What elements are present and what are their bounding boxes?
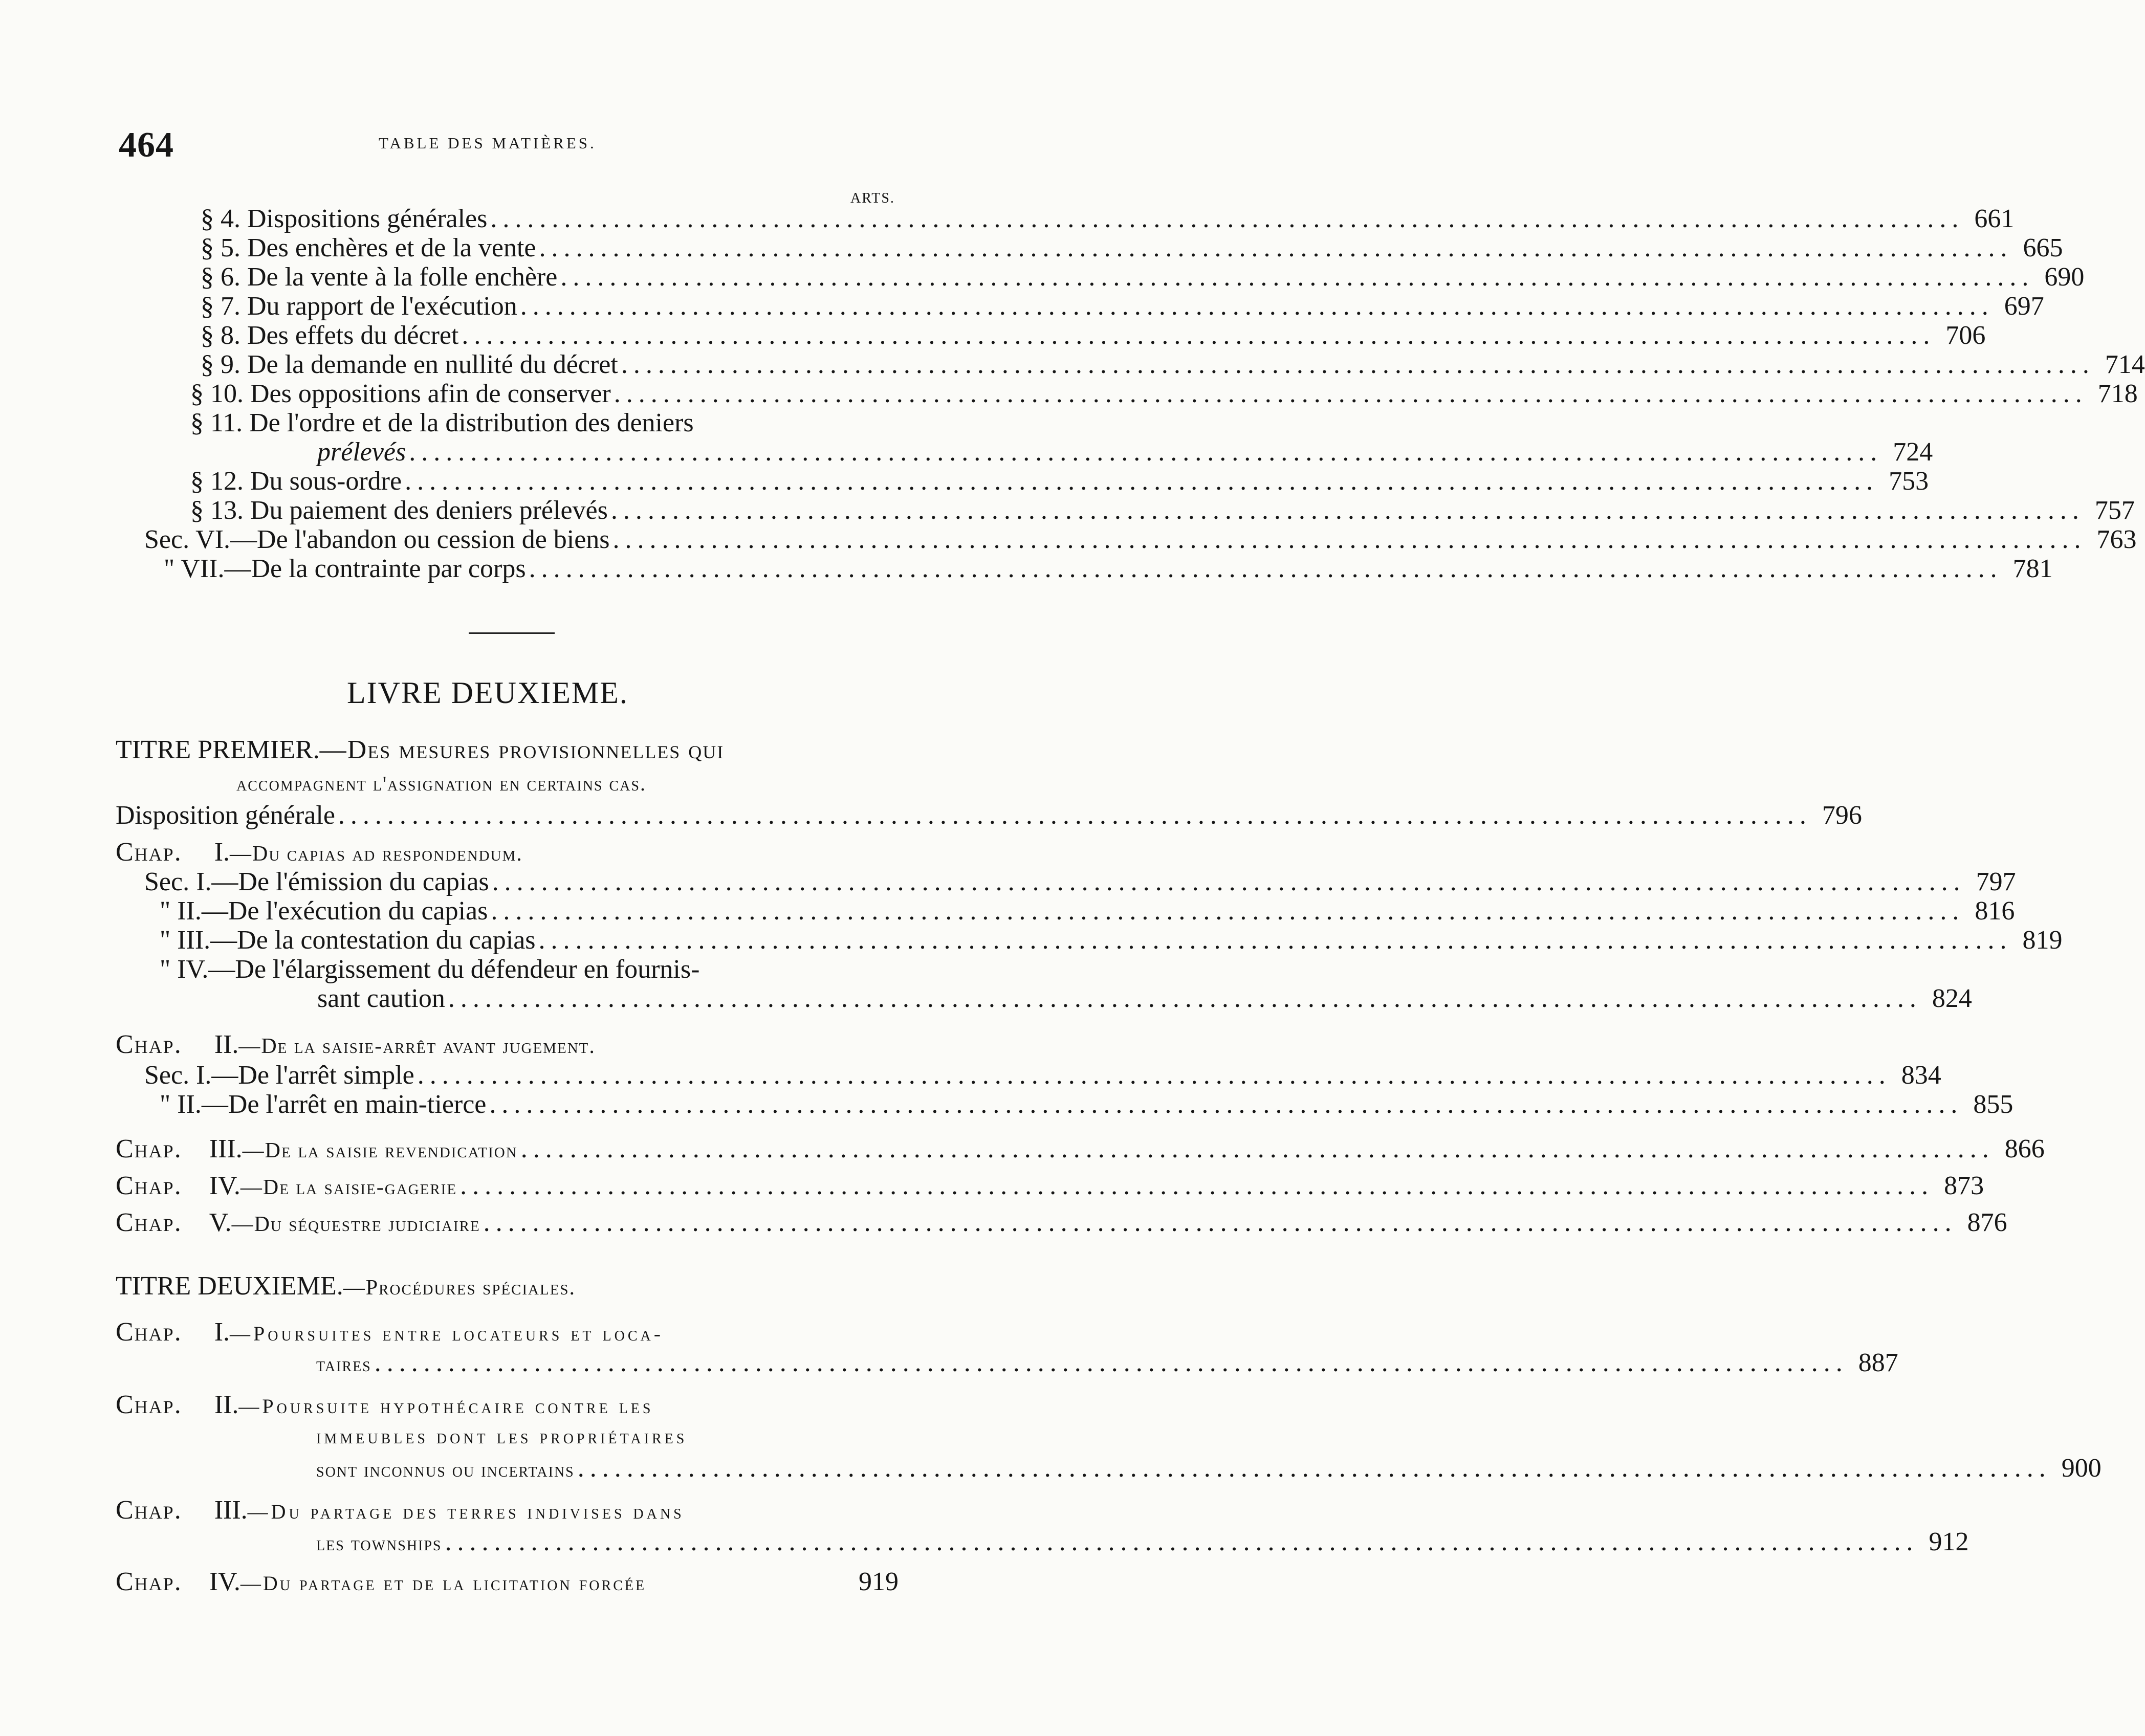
page-number: 464 bbox=[119, 125, 174, 165]
titre-deuxieme-subtitle: —Procédures spéciales. bbox=[343, 1276, 576, 1300]
dot-leader: ........................................................................................................................ bbox=[489, 1090, 1963, 1119]
dot-leader: ........................................................................................................................ bbox=[577, 1454, 2051, 1483]
chapter-heading bbox=[116, 1029, 596, 1062]
titre-premier-heading bbox=[116, 735, 724, 765]
toc-entry-number: 665 bbox=[2023, 233, 2063, 262]
chapter-title: —Du séquestre judiciaire bbox=[231, 1213, 480, 1236]
dot-leader: ........................................................................................................................ bbox=[529, 554, 2003, 583]
toc-entry bbox=[201, 320, 1986, 351]
toc-entry-number: 866 bbox=[2004, 1134, 2045, 1163]
toc-entry bbox=[144, 1060, 1941, 1091]
chapter-title-cont: sont inconnus ou incertains bbox=[316, 1458, 575, 1481]
toc-entry bbox=[190, 495, 2135, 526]
chapter-title: —Poursuites entre locateurs et loca- bbox=[230, 1322, 664, 1345]
chapter-roman: II. bbox=[214, 1030, 239, 1059]
chapter-roman: II. bbox=[214, 1390, 239, 1419]
toc-entry-label: § 6. De la vente à la folle enchère bbox=[201, 262, 558, 292]
chapter-title: —De la saisie revendication bbox=[242, 1139, 518, 1162]
toc-entry-number: 876 bbox=[1967, 1208, 2007, 1237]
toc-entry-number: 718 bbox=[2097, 379, 2138, 408]
toc-entry bbox=[201, 204, 2015, 234]
dot-leader: ........................................................................................................................ bbox=[520, 1134, 1995, 1163]
toc-entry bbox=[201, 233, 2063, 263]
toc-entry-number: 661 bbox=[1974, 204, 2015, 233]
dot-leader: ........................................................................................................................ bbox=[610, 496, 2085, 525]
dot-leader: ........................................................................................................................ bbox=[417, 1061, 1891, 1090]
chapter-label: Chap. bbox=[116, 838, 182, 867]
toc-entry-label: " IV.—De l'élargissement du défendeur en fournis- bbox=[160, 955, 700, 984]
toc-entry-label: Disposition générale bbox=[116, 801, 335, 830]
toc-entry-label: Sec. I.—De l'arrêt simple bbox=[144, 1061, 414, 1090]
titre-premier-subtitle-cont: accompagnent l'assignation en certains cas. bbox=[236, 772, 646, 795]
toc-entry bbox=[144, 867, 2016, 897]
toc-entry bbox=[190, 466, 1929, 497]
chapter-roman: V. bbox=[209, 1208, 232, 1237]
toc-entry-number: 834 bbox=[1901, 1061, 1941, 1090]
chapter-title-cont: les townships bbox=[316, 1532, 442, 1555]
toc-entry bbox=[190, 379, 2138, 409]
dot-leader: ........................................................................................................................ bbox=[374, 1348, 1848, 1377]
dot-leader: ........................................................................................................................ bbox=[490, 204, 1964, 233]
titre-deuxieme-label: TITRE DEUXIEME. bbox=[116, 1271, 343, 1301]
chapter-title: —Du partage des terres indivises dans bbox=[247, 1500, 685, 1523]
toc-entry-label: § 13. Du paiement des deniers prélevés bbox=[190, 496, 608, 525]
toc-entry-label: § 11. De l'ordre et de la distribution des deniers bbox=[190, 408, 694, 437]
dot-leader: ........................................................................................................................ bbox=[409, 437, 1883, 467]
toc-entry-number: 855 bbox=[1973, 1090, 2013, 1119]
toc-entry-number: 900 bbox=[2061, 1454, 2102, 1483]
toc-entry bbox=[316, 1348, 1898, 1380]
dot-leader: ........................................................................................................................ bbox=[460, 1171, 1934, 1200]
titre-deuxieme-heading bbox=[116, 1271, 576, 1303]
dot-leader: ........................................................................................................................ bbox=[338, 801, 1812, 830]
toc-entry-number: 753 bbox=[1889, 467, 1929, 496]
toc-entry bbox=[317, 983, 1972, 1014]
chapter-title: —Poursuite hypothécaire contre les bbox=[238, 1395, 654, 1418]
toc-entry bbox=[160, 1089, 2013, 1120]
dot-leader: ........................................................................................................................ bbox=[612, 525, 2087, 554]
toc-entry bbox=[116, 1207, 2007, 1240]
toc-entry bbox=[116, 1171, 1984, 1203]
toc-entry bbox=[201, 349, 2145, 380]
toc-entry-number: 757 bbox=[2094, 496, 2135, 525]
toc-entry-label: § 12. Du sous-ordre bbox=[190, 467, 402, 496]
toc-entry bbox=[316, 1527, 1969, 1559]
toc-entry bbox=[316, 1453, 2102, 1485]
toc-entry-label: § 8. Des effets du décret bbox=[201, 321, 459, 350]
chapter-title: —Du capias ad respondendum. bbox=[230, 842, 523, 866]
toc-entry-label: " VII.—De la contrainte par corps bbox=[164, 554, 526, 583]
chapter-label: Chap. bbox=[116, 1208, 182, 1237]
chapter-label: Chap. bbox=[116, 1030, 182, 1059]
dot-leader: ........................................................................................................................ bbox=[445, 1527, 1919, 1556]
dot-leader: ........................................................................................................................ bbox=[538, 926, 2012, 955]
toc-entry-label: sant caution bbox=[317, 984, 445, 1013]
dot-leader: ........................................................................................................................ bbox=[539, 233, 2013, 262]
toc-entry-number: 796 bbox=[1822, 801, 1862, 830]
toc-entry-number: 763 bbox=[2096, 525, 2137, 554]
toc-entry-label: § 5. Des enchères et de la vente bbox=[201, 233, 536, 262]
toc-entry bbox=[116, 1134, 2045, 1166]
dot-leader: ........................................................................................................................ bbox=[483, 1208, 1957, 1237]
chapter-label: Chap. bbox=[116, 1317, 182, 1347]
dot-leader: ........................................................................................................................ bbox=[492, 867, 1966, 896]
chapter-roman: I. bbox=[214, 1317, 230, 1347]
toc-entry-label: § 4. Dispositions générales bbox=[201, 204, 488, 233]
dot-leader: ........................................................................................................................ bbox=[560, 262, 2034, 292]
toc-entry-number: 819 bbox=[2022, 926, 2063, 955]
chapter-title: —De la saisie-arrêt avant jugement. bbox=[238, 1035, 596, 1058]
chapter-label: Chap. bbox=[116, 1496, 182, 1525]
dot-leader: ........................................................................................................................ bbox=[462, 321, 1936, 350]
toc-entry-label: prélevés bbox=[317, 437, 406, 467]
toc-entry-number: 824 bbox=[1932, 984, 1972, 1013]
chapter-heading bbox=[116, 837, 523, 869]
arts-column-label: ARTS. bbox=[850, 190, 895, 206]
toc-entry-label: Sec. VI.—De l'abandon ou cession de biens bbox=[144, 525, 610, 554]
toc-entry-number: 797 bbox=[1976, 867, 2016, 896]
toc-entry-label: " II.—De l'arrêt en main-tierce bbox=[160, 1090, 487, 1119]
toc-entry bbox=[144, 524, 2137, 555]
chapter-title: —Du partage et de la licitation forcée bbox=[240, 1572, 647, 1595]
toc-entry bbox=[164, 554, 2053, 584]
dot-leader: ........................................................................................................................ bbox=[491, 896, 1965, 926]
toc-entry-label: § 9. De la demande en nullité du décret bbox=[201, 350, 618, 379]
toc-entry bbox=[317, 437, 1933, 468]
toc-entry-label: " II.—De l'exécution du capias bbox=[160, 896, 488, 926]
toc-entry-label: " III.—De la contestation du capias bbox=[160, 926, 536, 955]
dot-leader: ........................................................................................................................ bbox=[614, 379, 2088, 408]
toc-entry-number: 714 bbox=[2105, 350, 2145, 379]
toc-entry bbox=[201, 262, 2085, 293]
chapter-label: Chap. bbox=[116, 1134, 182, 1163]
toc-entry-number: 781 bbox=[2012, 554, 2053, 583]
chapter-title-cont: taires bbox=[316, 1353, 371, 1376]
chapter-roman: III. bbox=[214, 1496, 248, 1525]
running-title: TABLE DES MATIÈRES. bbox=[379, 134, 597, 152]
chapter-title-cont: immeubles dont les propriétaires bbox=[316, 1425, 688, 1448]
toc-entry-number: 706 bbox=[1945, 321, 1986, 350]
chapter-label: Chap. bbox=[116, 1171, 182, 1200]
toc-entry-number: 724 bbox=[1893, 437, 1933, 467]
toc-entry-number: 887 bbox=[1858, 1348, 1898, 1377]
toc-entry bbox=[160, 896, 2015, 927]
toc-entry-number: 697 bbox=[2004, 292, 2044, 321]
toc-entry-label: § 7. Du rapport de l'exécution bbox=[201, 292, 517, 321]
toc-entry-number: 919 bbox=[859, 1567, 899, 1596]
chapter-roman: IV. bbox=[209, 1171, 240, 1200]
chapter-heading bbox=[116, 1390, 653, 1422]
toc-entry-number: 816 bbox=[1975, 896, 2015, 926]
chapter-heading bbox=[116, 1495, 685, 1527]
toc-entry bbox=[116, 800, 1862, 831]
chapter-heading bbox=[116, 1317, 664, 1349]
dot-leader: ........................................................................................................................ bbox=[405, 467, 1879, 496]
dot-leader: ........................................................................................................................ bbox=[621, 350, 2095, 379]
chapter-roman: I. bbox=[214, 838, 230, 867]
toc-entry bbox=[116, 1567, 899, 1599]
chapter-roman: IV. bbox=[209, 1567, 240, 1596]
chapter-label: Chap. bbox=[116, 1390, 182, 1419]
titre-premier-label: TITRE PREMIER. bbox=[116, 735, 320, 764]
livre-heading: LIVRE DEUXIEME. bbox=[347, 676, 628, 710]
toc-entry-number: 690 bbox=[2044, 262, 2085, 292]
chapter-roman: III. bbox=[209, 1134, 243, 1163]
toc-entry-label: § 10. Des oppositions afin de conserver bbox=[190, 379, 611, 408]
dot-leader: ........................................................................................................................ bbox=[448, 984, 1922, 1013]
toc-entry bbox=[201, 291, 2044, 322]
toc-entry-label: Sec. I.—De l'émission du capias bbox=[144, 867, 489, 896]
toc-entry bbox=[160, 925, 2063, 956]
toc-entry-number: 873 bbox=[1944, 1171, 1984, 1200]
chapter-label: Chap. bbox=[116, 1567, 182, 1596]
toc-entry-number: 912 bbox=[1929, 1527, 1969, 1556]
titre-premier-subtitle: —Des mesures provisionnelles qui bbox=[319, 735, 725, 764]
dot-leader: ........................................................................................................................ bbox=[520, 292, 1994, 321]
chapter-title: —De la saisie-gagerie bbox=[240, 1176, 457, 1199]
section-divider bbox=[469, 632, 555, 634]
